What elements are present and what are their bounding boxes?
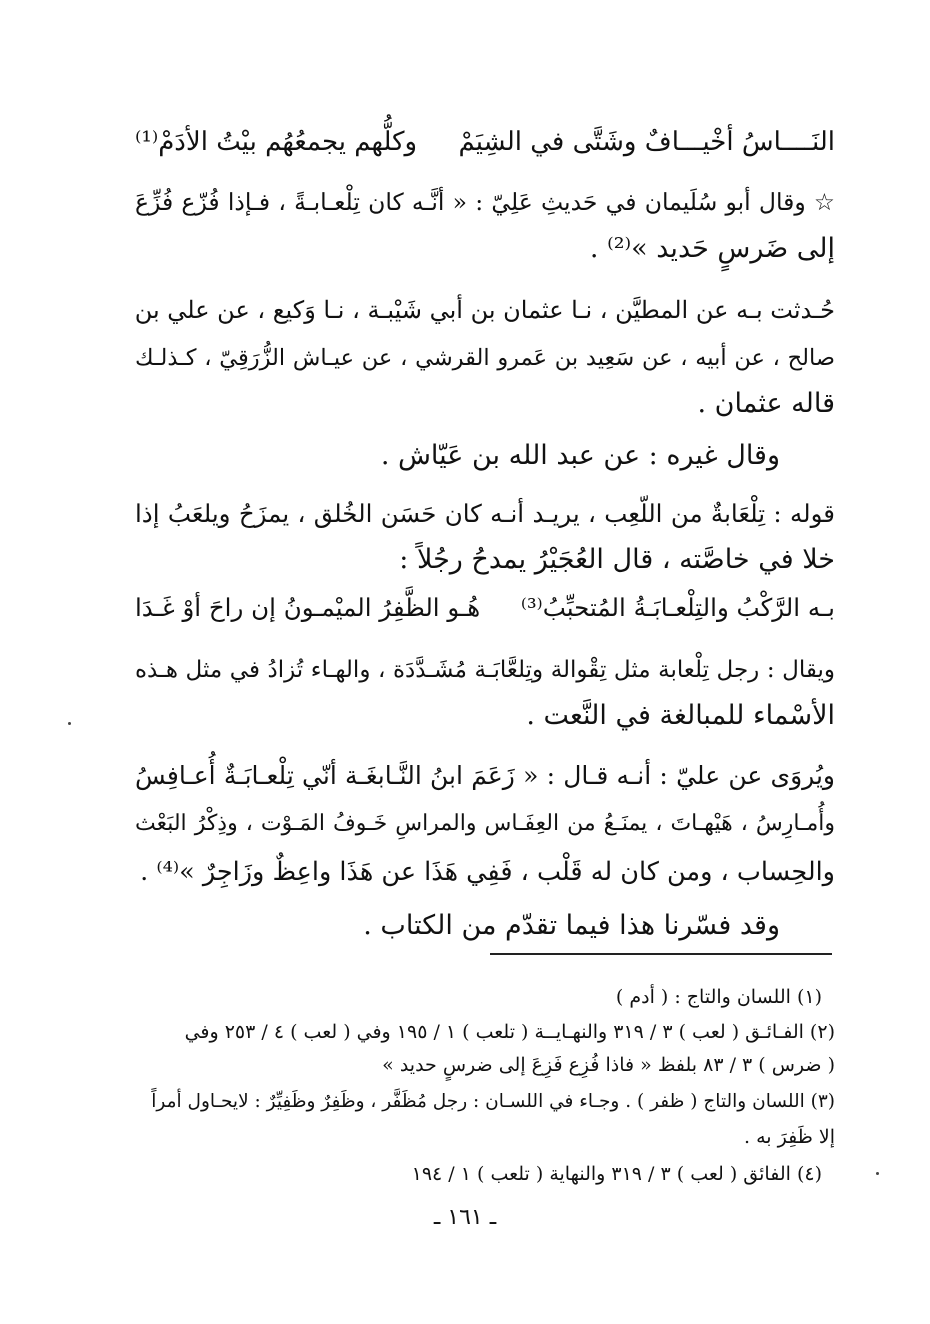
footnote-4: (٤) الفائق ( لعب ) ٣ / ٣١٩ والنهاية ( تلعب ) ١ / ١٩٤ (411, 1163, 822, 1185)
page-number: ـ ١٦١ ـ (433, 1205, 497, 1230)
paragraph-4-line-2: خلا في خاصَّته ، قال العُجَيْرُ يمدحُ رجُلاً : (399, 544, 835, 575)
footnote-2-line-1: (٢) الفـائـق ( لعب ) ٣ / ٣١٩ والنهـايــة ( تلعب ) ١ / ١٩٥ وفي ( لعب ) ٤ / ٢٥٣ وفي (184, 1021, 835, 1043)
paragraph-2-line-2: صالح ، عن أبيه ، عن سَعِيد بن عَمرو القرشي ، عن عيـاش الزُّرَقِيّ ، كـذلـك (135, 345, 835, 371)
verse-2-hemistich-1: هُـو الظَّفِرُ الميْمـونُ إن راحَ أوْ غَـدَا (135, 593, 481, 622)
paragraph-5-line-2: الأسْماء للمبالغة في النَّعت . (526, 700, 835, 731)
paragraph-4-line-1: قوله : تِلْعَابةٌ من اللّعِب ، يريـد أنـه كان حَسَن الخُلق ، يمزَحُ ويلعَبُ إذا (135, 499, 835, 528)
paragraph-1-line-2: إلى ضَرسٍ حَديد »⁽²⁾ . (589, 233, 835, 264)
verse-1-hemistich-1: النَــــاسُ أخْيـــافٌ وشَتَّى في الشِيَمْ (458, 127, 835, 157)
verse-2-hemistich-2: بـه الرَّكْبُ والتِلْعـابَـةُ المُتحبِّبُ⁽³⁾ (520, 593, 835, 622)
paragraph-6-line-3: والحِساب ، ومن كان له قَلْب ، فَفِي هَذَا عن هَذَا واعِظٌ وزَاجِرٌ »⁽⁴⁾ . (140, 857, 835, 887)
footnote-2-line-2: ( ضرس ) ٣ / ٨٣ بلفظ « فاذا فُزِع فَزِعَ إلى ضرسٍ حديد » (382, 1054, 835, 1076)
scan-speck (876, 1172, 879, 1175)
paragraph-1-line-1: ☆ وقال أبو سُلَيمان في حَديثِ عَلِيّ : « أنَّـه كان تِلْعـابـةً ، فـإذا فُزّع فُزِّعَ (135, 188, 835, 216)
paragraph-5-line-1: ويقال : رجل تِلْعابة مثل تِقْوالة وتِلعَّابَـة مُشَـدَّدَة ، والهـاء تُزادُ في مثل هـذه (135, 657, 835, 683)
paragraph-2-line-3: قاله عثمان . (697, 388, 835, 419)
paragraph-2-line-1: حُـدثت بـه عن المطيَّن ، نـا عثمان بن أبي شَيْبـة ، نـا وَكيع ، عن علي بن (134, 296, 835, 324)
paragraph-6-line-1: ويُروَى عن عليّ : أنـه قـال : « زَعَمَ ابنُ النَّـابغَـة أنّي تِلْعـابَـةٌ أُعـافِسُ (135, 761, 835, 790)
footnote-3-line-1: (٣) اللسان والتاج ( ظفر ) . وجـاء في اللسـان : رجل مُظَفَّر ، وظَفِرٌ وظَفِيِّرٌ : لايحـاول أمراً (151, 1091, 835, 1112)
scan-speck (68, 722, 71, 725)
footnote-separator (490, 953, 832, 955)
footnote-1: (١) اللسان والتاج : ( أدم ) (615, 986, 822, 1008)
paragraph-6-line-2: وأُمـارِسُ ، هَيْهـاتَ ، يمنَـعُ من العِفَـاس والمراسِ خَـوفُ المَـوْت ، وذِكْرُ البَعْث (135, 811, 835, 836)
paragraph-7-line-1: وقد فسّرنا هذا فيما تقدّم من الكتاب . (363, 910, 780, 941)
verse-1-hemistich-2: وكلُّهم يجمعُهُم بيْتُ الأدَمْ⁽¹⁾ (135, 127, 418, 157)
footnote-3-line-2: إلا ظَفِرَ به . (744, 1126, 835, 1148)
paragraph-3-line-1: وقال غيره : عن عبد الله بن عَيّاش . (380, 440, 780, 471)
